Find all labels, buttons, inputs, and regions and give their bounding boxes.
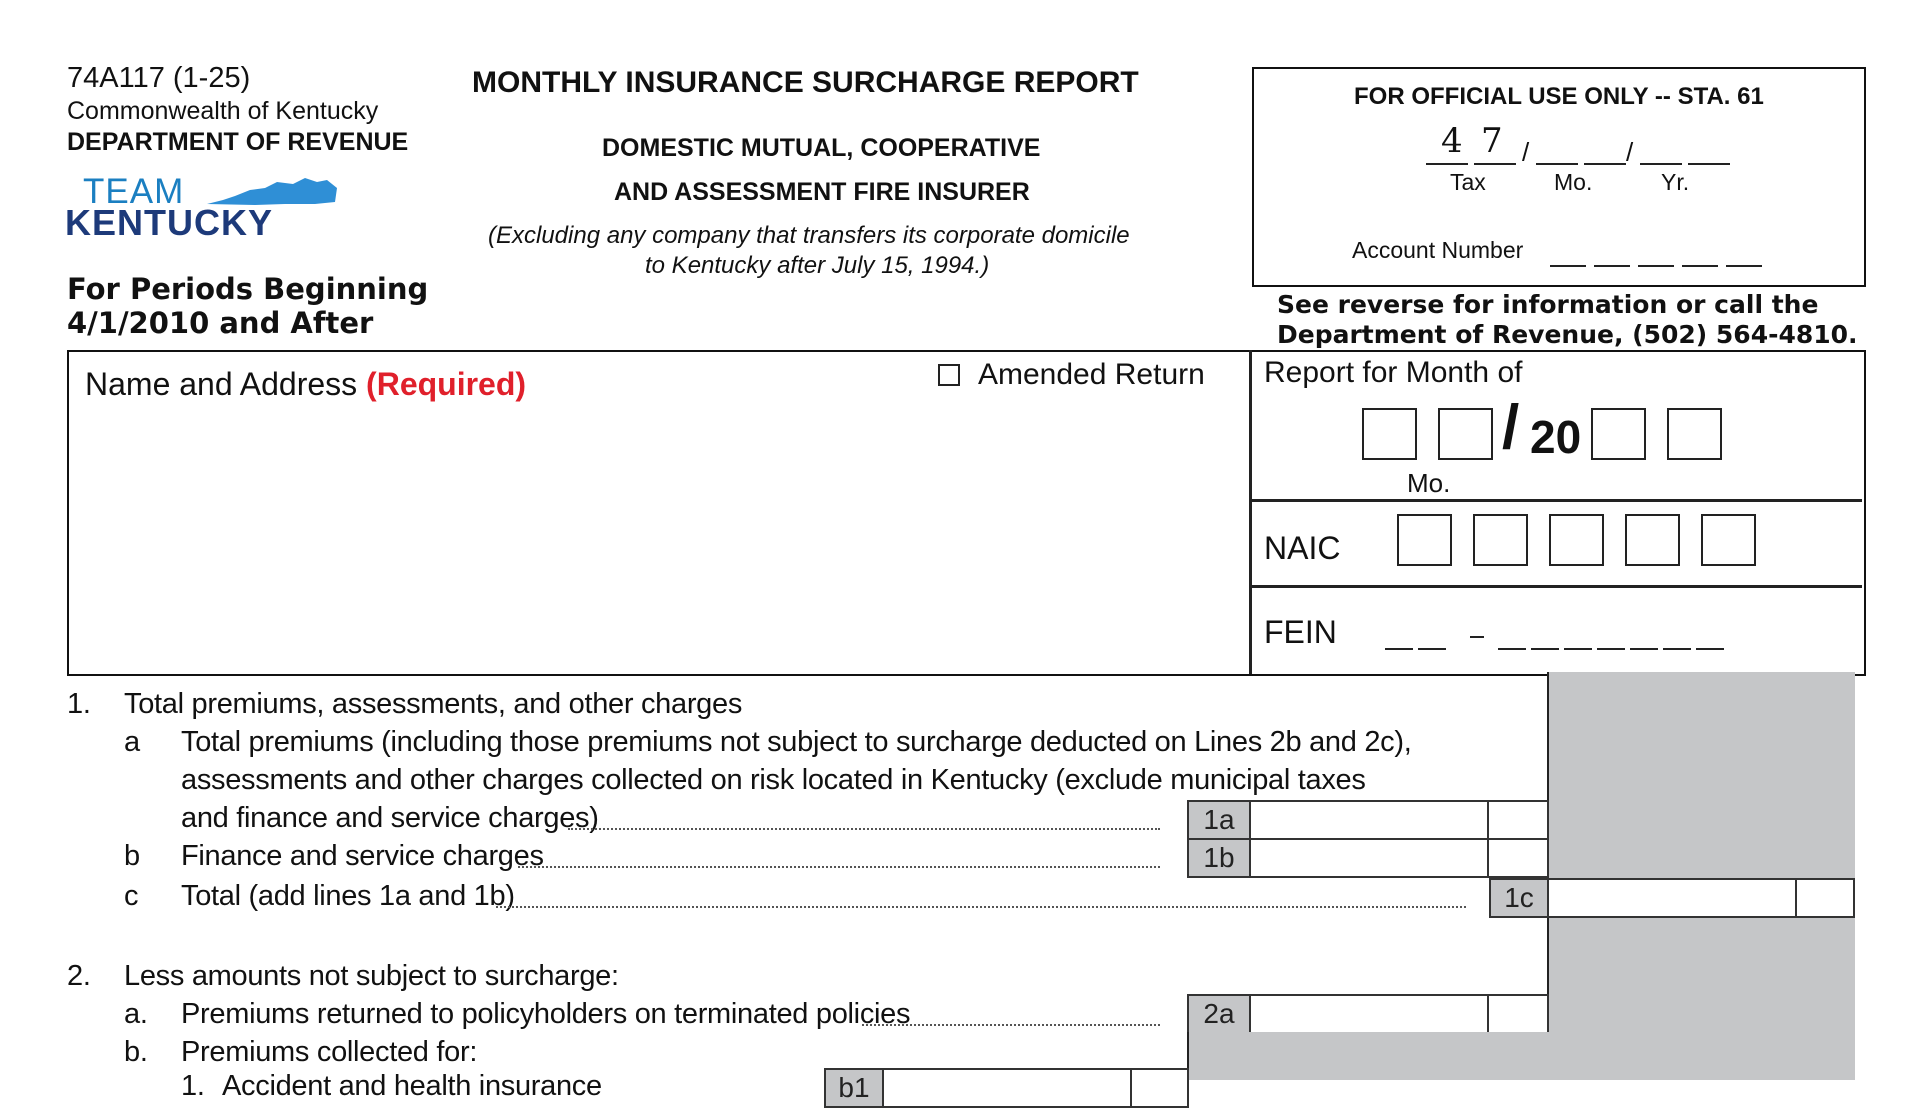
report-month-mo-label: Mo. (1407, 468, 1451, 498)
name-address-text: Name and Address (85, 366, 358, 402)
line-2-number: 2. (67, 960, 91, 992)
fein-label: FEIN (1264, 614, 1337, 650)
year-digit-2-box[interactable] (1667, 408, 1722, 460)
year-digit-1-box[interactable] (1591, 408, 1646, 460)
naic-digit-4-box[interactable] (1625, 514, 1680, 566)
exclusion-note-1: (Excluding any company that transfers its corporate domicile (488, 222, 1130, 249)
line-1a-code: 1a (1187, 800, 1251, 840)
shaded-column (1547, 672, 1855, 1080)
line-1a-cents-field[interactable] (1487, 800, 1549, 840)
year-label: Yr. (1661, 169, 1690, 195)
line-2a-cents-field[interactable] (1487, 994, 1549, 1034)
logo-team-text: TEAM (83, 172, 185, 211)
month-digit-1-box[interactable] (1362, 408, 1417, 460)
line-1c-text: Total (add lines 1a and 1b) (181, 880, 515, 912)
year-century: 20 (1530, 411, 1582, 463)
account-number-blank[interactable] (1550, 265, 1586, 267)
line-2b1-cents-field[interactable] (1130, 1068, 1189, 1108)
tax-digit-2: 7 (1481, 121, 1503, 161)
line-2b1-amount-field[interactable] (882, 1068, 1132, 1108)
month-label: Mo. (1554, 169, 1593, 195)
line-1a-letter: a (124, 726, 140, 758)
periods-line-2: 4/1/2010 and After (67, 306, 374, 340)
subtitle-line-2: AND ASSESSMENT FIRE INSURER (614, 178, 1030, 206)
subtitle-line-1: DOMESTIC MUTUAL, COOPERATIVE (602, 134, 1041, 162)
line-1a-text-1: Total premiums (including those premiums not subject to surcharge deducted on Lines 2b and 2c), (181, 726, 1412, 758)
line-2b-letter: b. (124, 1036, 148, 1068)
line-2b-text: Premiums collected for: (181, 1036, 478, 1068)
amended-return-checkbox[interactable] (938, 364, 960, 386)
periods-line-1: For Periods Beginning (67, 272, 429, 306)
info-line-1: See reverse for information or call the (1277, 290, 1819, 319)
line-1c-amount-field[interactable] (1547, 878, 1797, 918)
line-1-number: 1. (67, 688, 91, 720)
amended-return-label: Amended Return (978, 358, 1205, 391)
line-2b1-number: 1. (181, 1070, 205, 1102)
line-2b1-text: Accident and health insurance (222, 1070, 602, 1102)
tax-label: Tax (1450, 169, 1486, 195)
fein-field[interactable] (1380, 618, 1800, 652)
naic-digit-3-box[interactable] (1549, 514, 1604, 566)
line-1b-text: Finance and service charges (181, 840, 544, 872)
team-kentucky-logo (65, 172, 315, 242)
commonwealth-label: Commonwealth of Kentucky (67, 97, 379, 125)
account-number-label: Account Number (1352, 237, 1524, 263)
report-title: MONTHLY INSURANCE SURCHARGE REPORT (472, 66, 1139, 99)
department-label: DEPARTMENT OF REVENUE (67, 128, 409, 156)
line-2a-code: 2a (1187, 994, 1251, 1034)
naic-digit-2-box[interactable] (1473, 514, 1528, 566)
exclusion-note-2: to Kentucky after July 15, 1994.) (645, 252, 990, 279)
line-1a-text-2: assessments and other charges collected on risk located in Kentucky (exclude municipal taxes (181, 764, 1366, 796)
line-1c-letter: c (124, 880, 139, 912)
line-1b-code: 1b (1187, 838, 1251, 878)
month-digit-2-box[interactable] (1438, 408, 1493, 460)
required-tag: (Required) (366, 366, 527, 402)
line-1a-amount-field[interactable] (1249, 800, 1489, 840)
shaded-block-2b (1187, 1032, 1549, 1080)
line-1c-cents-field[interactable] (1795, 878, 1855, 918)
line-1a-text-3: and finance and service charges) (181, 802, 599, 834)
name-address-label (85, 366, 526, 403)
naic-digit-1-box[interactable] (1397, 514, 1452, 566)
line-1b-amount-field[interactable] (1249, 838, 1489, 878)
naic-label: NAIC (1264, 530, 1341, 566)
info-line-2: Department of Revenue, (502) 564-4810. (1277, 320, 1858, 349)
report-month-label: Report for Month of (1264, 356, 1523, 389)
line-2a-amount-field[interactable] (1249, 994, 1489, 1034)
month-year-slash: / (1502, 393, 1520, 462)
line-2b1-code: b1 (824, 1068, 884, 1108)
name-address-field[interactable] (85, 410, 1235, 660)
logo-kentucky-text: KENTUCKY (65, 202, 274, 243)
official-use-box: FOR OFFICIAL USE ONLY -- STA. 61 4 7 / / Tax Mo. Yr. Account Number (1252, 67, 1866, 287)
line-1b-letter: b (124, 840, 140, 872)
line-2a-letter: a. (124, 998, 148, 1030)
line-2-text: Less amounts not subject to surcharge: (124, 960, 619, 992)
line-1-text: Total premiums, assessments, and other charges (124, 688, 743, 720)
naic-digit-5-box[interactable] (1701, 514, 1756, 566)
tax-digit-1: 4 (1441, 121, 1463, 161)
form-number: 74A117 (1-25) (67, 62, 251, 94)
line-2a-text: Premiums returned to policyholders on terminated policies (181, 998, 911, 1030)
line-1c-code: 1c (1489, 878, 1549, 918)
line-1b-cents-field[interactable] (1487, 838, 1549, 878)
official-use-title: FOR OFFICIAL USE ONLY -- STA. 61 (1354, 83, 1764, 110)
